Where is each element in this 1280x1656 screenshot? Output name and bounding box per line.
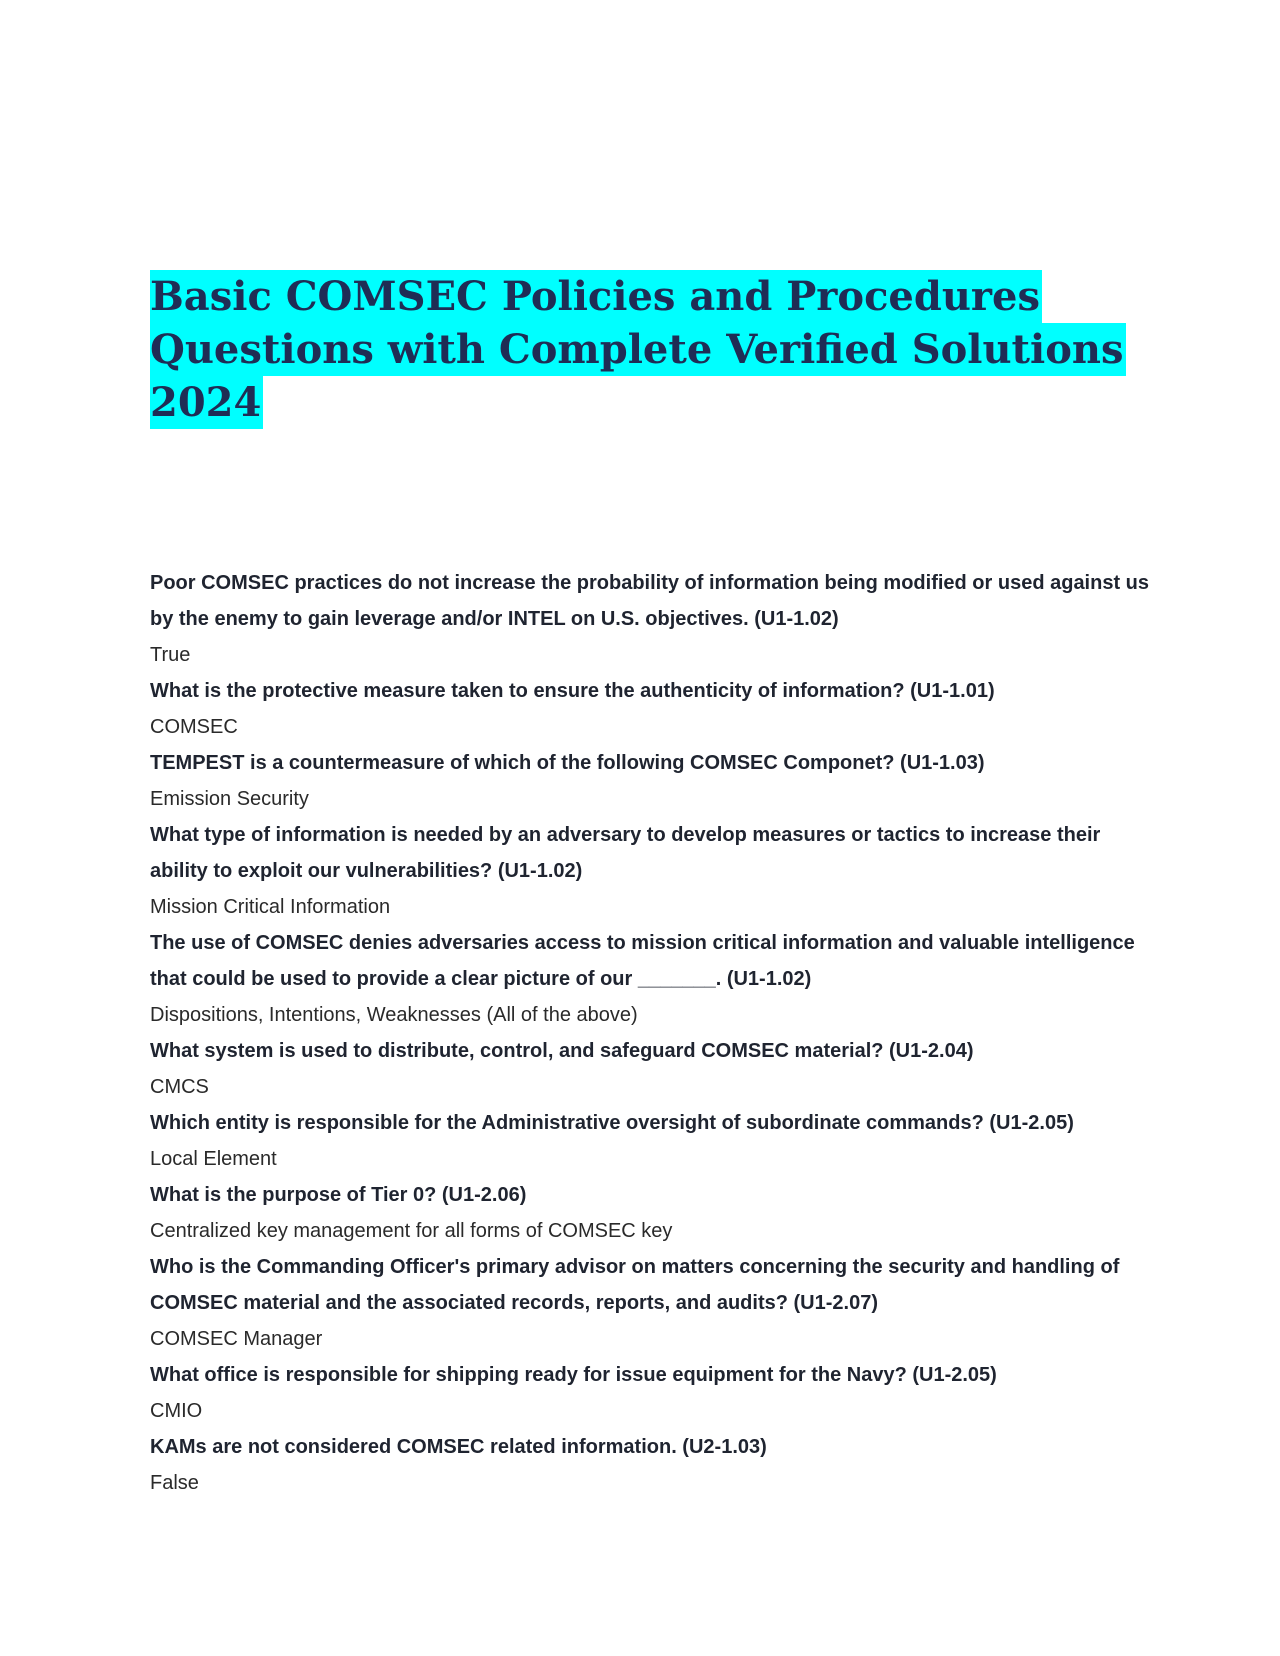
title-line-3: 2024 bbox=[150, 376, 263, 429]
answer-9: COMSEC Manager bbox=[150, 1328, 323, 1350]
answer-1: True bbox=[150, 644, 191, 666]
question-6: What system is used to distribute, control, and safeguard COMSEC material? (U1-2.04) bbox=[150, 1040, 974, 1062]
answer-2: COMSEC bbox=[150, 716, 238, 738]
answer-8: Centralized key management for all forms of COMSEC key bbox=[150, 1220, 673, 1242]
answer-3: Emission Security bbox=[150, 788, 309, 810]
title-line-1: Basic COMSEC Policies and Procedures bbox=[150, 270, 1042, 323]
answer-5: Dispositions, Intentions, Weaknesses (All of the above) bbox=[150, 1004, 638, 1026]
title-line-2: Questions with Complete Verified Solutions bbox=[150, 323, 1126, 376]
answer-6: CMCS bbox=[150, 1076, 209, 1098]
answer-7: Local Element bbox=[150, 1148, 277, 1170]
question-3: TEMPEST is a countermeasure of which of the following COMSEC Componet? (U1-1.03) bbox=[150, 752, 985, 774]
question-8: What is the purpose of Tier 0? (U1-2.06) bbox=[150, 1184, 527, 1206]
answer-11: False bbox=[150, 1472, 199, 1494]
question-9: Who is the Commanding Officer's primary advisor on matters concerning the security and handling of COMSEC material and the associated records, reports, and audits? (U1-2.07) bbox=[150, 1256, 1120, 1314]
qa-list bbox=[150, 565, 1150, 1501]
question-7: Which entity is responsible for the Administrative oversight of subordinate commands? (U1-2.05) bbox=[150, 1112, 1074, 1134]
document-title bbox=[150, 270, 1150, 429]
question-5: The use of COMSEC denies adversaries access to mission critical information and valuable intelligence that could be used to provide a clear picture of our _______. (U1-1.02) bbox=[150, 932, 1135, 990]
answer-4: Mission Critical Information bbox=[150, 896, 391, 918]
question-2: What is the protective measure taken to ensure the authenticity of information? (U1-1.01) bbox=[150, 680, 995, 702]
question-10: What office is responsible for shipping ready for issue equipment for the Navy? (U1-2.05) bbox=[150, 1364, 997, 1386]
answer-10: CMIO bbox=[150, 1400, 203, 1422]
question-4: What type of information is needed by an adversary to develop measures or tactics to increase their ability to exploit our vulnerabilities? (U1-1.02) bbox=[150, 824, 1101, 882]
question-11: KAMs are not considered COMSEC related information. (U2-1.03) bbox=[150, 1436, 767, 1458]
question-1: Poor COMSEC practices do not increase the probability of information being modified or used against us by the enemy to gain leverage and/or INTEL on U.S. objectives. (U1-1.02) bbox=[150, 572, 1150, 630]
